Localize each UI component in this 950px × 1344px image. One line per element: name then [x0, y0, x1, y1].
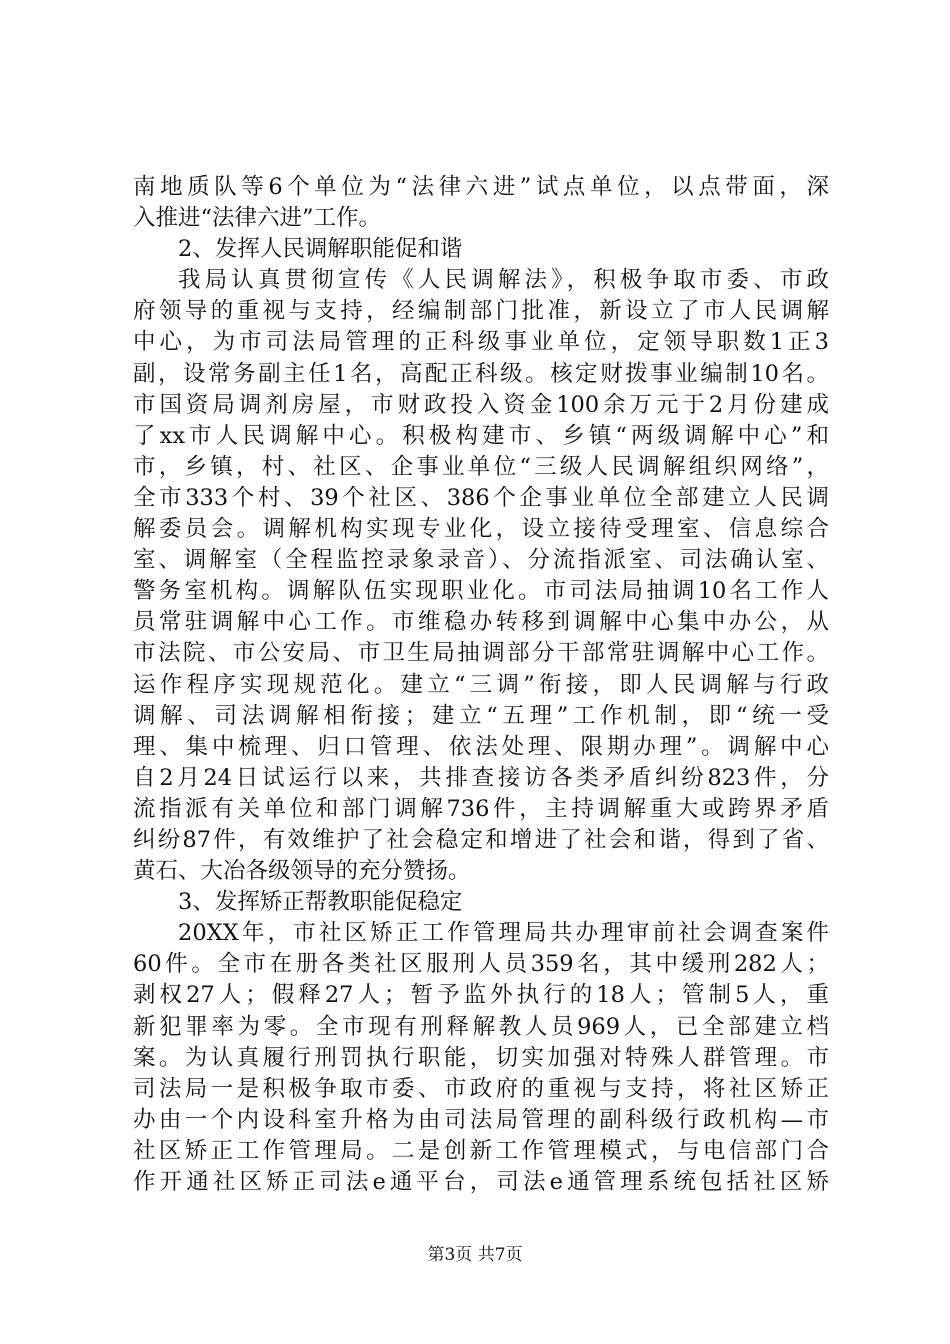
paragraph-line: 了xx市人民调解中心。积极构建市、乡镇“两级调解中心”和: [133, 422, 829, 449]
paragraph-line: 南地质队等6个单位为“法律六进”试点单位，以点带面，深: [133, 174, 829, 200]
paragraph-line: 办由一个内设科室升格为由司法局管理的副科级行政机构—市: [133, 1106, 829, 1133]
paragraph-line: 副，设常务副主任1名，高配正科级。核定财拨事业编制10名。: [133, 360, 829, 387]
section-heading: 2、发挥人民调解职能促和谐: [178, 236, 463, 263]
paragraph-line: 市法院、市公安局、市卫生局抽调部分干部常驻调解中心工作。: [133, 640, 829, 667]
paragraph-line: 司法局一是积极争取市委、市政府的重视与支持，将社区矫正: [133, 1075, 829, 1102]
paragraph-line: 警务室机构。调解队伍实现职业化。市司法局抽调10名工作人: [133, 578, 829, 605]
paragraph-line: 黄石、大冶各级领导的充分赞扬。: [133, 858, 471, 885]
paragraph-line: 室、调解室（全程监控录象录音）、分流指派室、司法确认室、: [133, 547, 829, 574]
paragraph-line: 新犯罪率为零。全市现有刑释解教人员969人，已全部建立档: [133, 1013, 829, 1040]
paragraph-line: 案。为认真履行刑罚执行职能，切实加强对特殊人群管理。市: [133, 1044, 829, 1071]
paragraph-line: 入推进“法律六进”工作。: [133, 205, 382, 232]
paragraph-line: 剥权27人；假释27人；暂予监外执行的18人；管制5人，重: [133, 982, 829, 1009]
paragraph-line: 解委员会。调解机构实现专业化，设立接待受理室、信息综合: [133, 516, 829, 543]
page-footer: 第3页 共7页: [427, 1245, 523, 1265]
paragraph-line: 20XX年，市社区矫正工作管理局共办理审前社会调查案件: [178, 920, 829, 947]
paragraph-line: 员常驻调解中心工作。市维稳办转移到调解中心集中办公，从: [133, 609, 829, 636]
document-body: [133, 172, 829, 1198]
paragraph-line: 中心，为市司法局管理的正科级事业单位，定领导职数1正3: [133, 329, 829, 356]
paragraph-line: 理、集中梳理、归口管理、依法处理、限期办理”。调解中心: [133, 733, 829, 760]
paragraph-line: 60件。全市在册各类社区服刑人员359名，其中缓刑282人；: [133, 951, 829, 978]
paragraph-line: 运作程序实现规范化。建立“三调”衔接，即人民调解与行政: [133, 671, 829, 698]
paragraph-line: 作开通社区矫正司法e通平台，司法e通管理系统包括社区矫: [133, 1169, 829, 1195]
paragraph-line: 自2月24日试运行以来，共排查接访各类矛盾纠纷823件，分: [133, 764, 829, 791]
paragraph-line: 市国资局调剂房屋，市财政投入资金100余万元于2月份建成: [133, 391, 829, 418]
paragraph-line: 流指派有关单位和部门调解736件，主持调解重大或跨界矛盾: [133, 795, 829, 822]
paragraph-line: 全市333个村、39个社区、386个企事业单位全部建立人民调: [133, 484, 829, 511]
paragraph-line: 纠纷87件，有效维护了社会稳定和增进了社会和谐，得到了省、: [133, 826, 829, 853]
paragraph-line: 调解、司法调解相衔接；建立“五理”工作机制，即“统一受: [133, 702, 829, 729]
paragraph-line: 我局认真贯彻宣传《人民调解法》，积极争取市委、市政: [178, 267, 829, 294]
section-heading: 3、发挥矫正帮教职能促稳定: [178, 889, 463, 916]
paragraph-line: 府领导的重视与支持，经编制部门批准，新设立了市人民调解: [133, 298, 829, 325]
paragraph-line: 市，乡镇，村、社区、企事业单位“三级人民调解组织网络”，: [133, 453, 829, 480]
paragraph-line: 社区矫正工作管理局。二是创新工作管理模式，与电信部门合: [133, 1137, 829, 1164]
